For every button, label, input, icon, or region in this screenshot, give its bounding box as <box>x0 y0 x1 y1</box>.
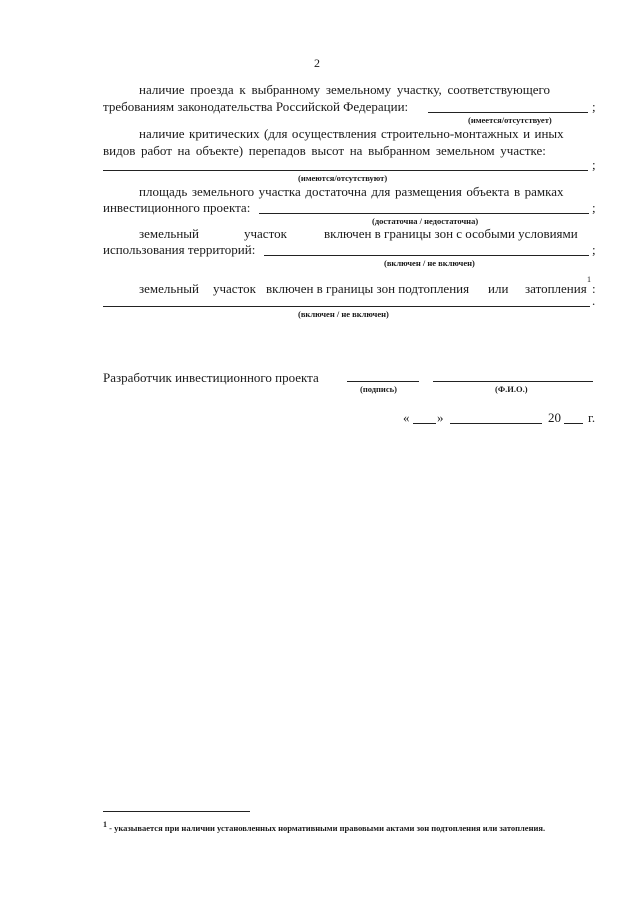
paragraph-5-word-1: земельный <box>139 281 199 296</box>
paragraph-5-middle: включен в границы зон подтопления <box>266 281 470 296</box>
signature-caption: (подпись) <box>360 384 397 394</box>
paragraph-4-rest: включен в границы зон с особыми условиями <box>324 226 578 241</box>
day-line <box>413 423 436 424</box>
footnote-marker: 1 <box>103 820 107 829</box>
date-close-quote: » <box>437 410 444 425</box>
footnote <box>103 820 545 833</box>
year-prefix: 20 <box>548 410 561 425</box>
ploshchad-fill-line <box>259 213 589 214</box>
signature-line <box>347 381 419 382</box>
paragraph-1-line-1: наличие проезда к выбранному земельному участку, соответствующего <box>139 82 551 97</box>
developer-label: Разработчик инвестиционного проекта <box>103 370 319 385</box>
year-suffix: г. <box>588 410 596 425</box>
perepady-fill-line <box>103 170 588 171</box>
month-line <box>450 423 542 424</box>
paragraph-3-line-1: площадь земельного участка достаточна для размещения объекта в рамках <box>139 184 564 199</box>
paragraph-1-end: ; <box>592 99 596 114</box>
paragraph-5-word-2: участок <box>213 281 256 296</box>
fio-caption: (Ф.И.О.) <box>495 384 528 394</box>
paragraph-5-dot: . <box>592 293 596 308</box>
paragraph-5-end: : <box>592 281 596 296</box>
paragraph-4-word-2: участок <box>244 226 287 241</box>
fio-line <box>433 381 593 382</box>
footnote-text: - указывается при наличии установленных нормативными правовыми актами зон подтопления или затопления. <box>107 822 546 833</box>
paragraph-3-end: ; <box>592 200 596 215</box>
podtoplenie-fill-line <box>103 306 590 307</box>
date-open-quote: « <box>403 410 410 425</box>
footnote-reference: 1 <box>587 275 591 284</box>
zony-fill-line <box>264 255 589 256</box>
paragraph-5-word-4: или <box>488 281 509 296</box>
zony-caption: (включен / не включен) <box>384 258 475 268</box>
footnote-separator <box>103 811 250 812</box>
proezd-fill-line <box>428 112 588 113</box>
perepady-caption: (имеются/отсутствуют) <box>298 173 388 183</box>
year-line <box>564 423 583 424</box>
paragraph-4-end: ; <box>592 242 596 257</box>
paragraph-3-line-2: инвестиционного проекта: <box>103 200 251 215</box>
paragraph-5-word-5: затопления <box>525 281 587 296</box>
podtoplenie-caption: (включен / не включен) <box>298 309 389 319</box>
proezd-caption: (имеется/отсутствует) <box>468 115 552 125</box>
paragraph-2-line-2: видов работ на объекте) перепадов высот на выбранном земельном участке: <box>103 143 546 158</box>
page-number: 2 <box>314 56 320 70</box>
paragraph-2-line-1: наличие критических (для осуществления строительно-монтажных и иных <box>139 126 564 141</box>
paragraph-2-end: ; <box>592 157 596 172</box>
paragraph-1-line-2: требованиям законодательства Российской Федерации: <box>103 99 409 114</box>
paragraph-4-word-1: земельный <box>139 226 199 241</box>
ploshchad-caption: (достаточна / недостаточна) <box>372 216 479 226</box>
paragraph-4-line-2: использования территорий: <box>103 242 256 257</box>
